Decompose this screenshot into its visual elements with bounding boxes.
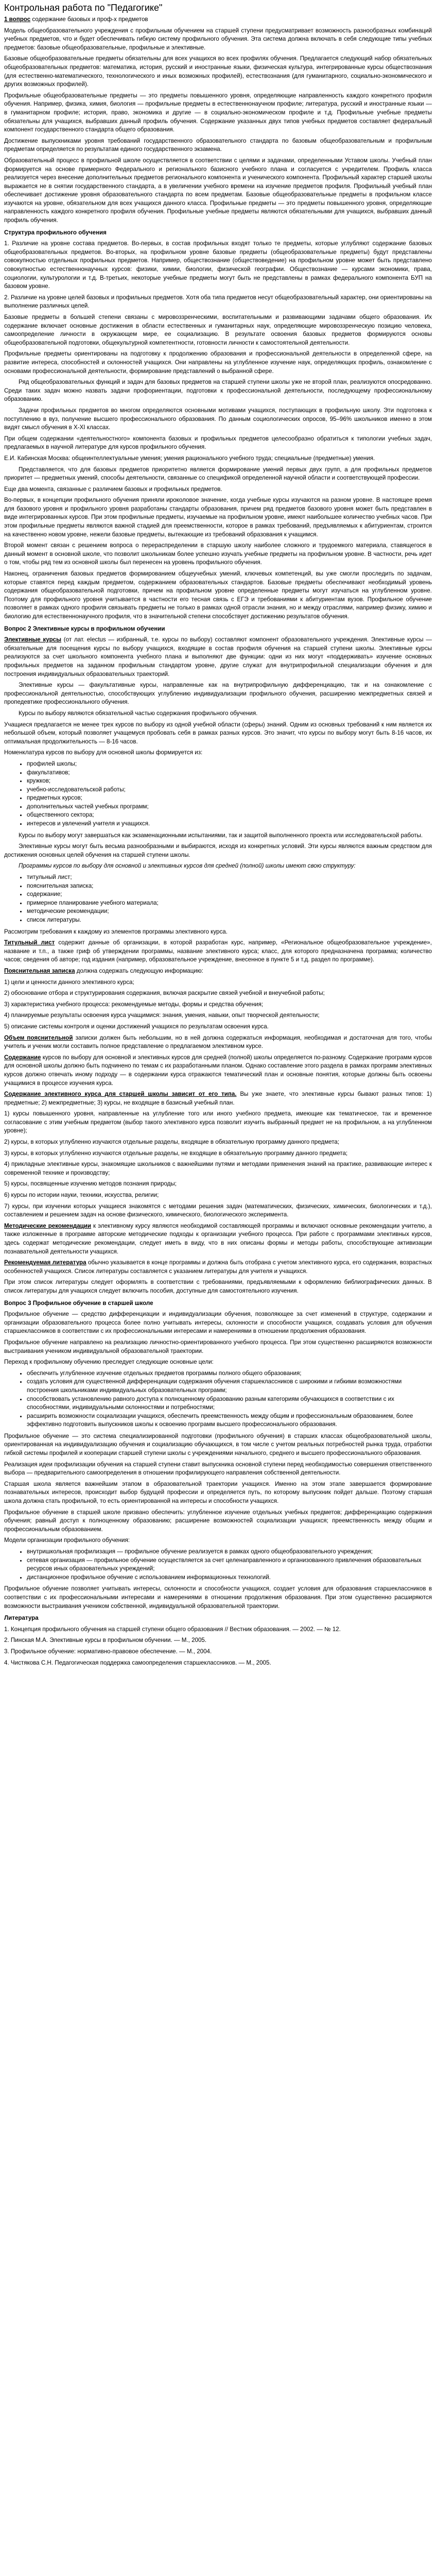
paragraph-text: Профильное обучение позволяет учитывать интересы, склонности и способности учащихся, создает условия для образования старшеклассников в соответствии с их профессиональными интересами и намерениями в отношении продолжения образования. При этом существенно расширяются возможности выстраивания учеником собственной, индивидуальной образовательной траектории. [4, 1585, 432, 1609]
list-item: • предметных курсов; [27, 794, 432, 803]
paragraph [4, 1310, 432, 1336]
paragraph [4, 749, 432, 757]
paragraph [4, 1480, 432, 1506]
paragraph [4, 1090, 432, 1107]
list-item: • интересов и увлечений учителя и учащихся. [27, 820, 432, 828]
paragraph-text: Базовые общеобразовательные предметы обязательны для всех учащихся во всех профилях обучения. Предлагается следующий набор обязательных общеобразовательных предметов: математика, история, русский и иностранные языки, физическая культура, интегрированные курсы обществознания (для естественно-математического, технологического и иных возможных профилей), естествознания (для гуманитарного, социально-экономического и других возможных профилей). [4, 55, 432, 88]
paragraph-text: 4. Чистякова С.Н. Педагогическая поддержка самоопределения старшеклассников. — М., 2005. [4, 1659, 271, 1666]
document-body [4, 15, 432, 1667]
list-item: • методические рекомендации; [27, 907, 432, 916]
paragraph-text: 2) курсы, в которых углубленно изучаются отдельные разделы, входящие в обязательную программу данного предмета; [4, 1139, 340, 1146]
paragraph-text: Модели организации профильного обучения: [4, 1537, 130, 1544]
paragraph [4, 1180, 432, 1189]
paragraph [4, 1023, 432, 1031]
paragraph-text: Элективные курсы могут быть весьма разнообразными и выбираются, исходя из конкретных условий. Эти курсы являются важным средством для достижения основных целей обучения на старшей ступени школы. [4, 843, 432, 858]
list-item: • дистанционное профильное обучение с использованием информационных технологий. [27, 1573, 432, 1582]
paragraph-text: Еще два момента, связанные с различием базовых и профильных предметов. [4, 485, 222, 493]
bullet-list [4, 1369, 432, 1429]
paragraph-text: Профильное обучение направлено на реализацию личностно-ориентированного учебного процесса. При этом существенно расширяются возможности выстраивания учеником индивидуальной образовательной траектории. [4, 1338, 432, 1354]
paragraph [4, 832, 432, 840]
paragraph [4, 1054, 432, 1088]
paragraph-text: При общем содержании «деятельностного» компонента базовых и профильных предметов целесообразно обратиться к типологии учебных задач, предлагаемых в научной литературе для курсов профильного обучения. [4, 435, 432, 451]
paragraph-text: Литература [4, 1615, 39, 1622]
paragraph-text: Модель общеобразовательного учреждения с профильным обучением на старшей ступени предусматривает возможность разнообразных комбинаций учебных предметов, что и будет обеспечивать гибкую систему профильного обучения. Эта система должна включать в себя следующие типы учебных предметов: базовые общеобразовательные, профильные и элективные. [4, 27, 432, 51]
paragraph-text: Е.И. Кабинская Москва: общеинтеллектуальные умения; умения рационального учебного труда; специальные (предметные) умения. [4, 454, 375, 462]
paragraph [4, 1001, 432, 1009]
paragraph [4, 1149, 432, 1158]
paragraph-text: должна содержать следующую информацию: [75, 967, 203, 974]
bullet-list [4, 873, 432, 925]
bullet-list [4, 760, 432, 828]
list-item: • кружков; [27, 777, 432, 786]
paragraph [4, 967, 432, 976]
paragraph [4, 137, 432, 154]
paragraph-text: Профильные предметы ориентированы на подготовку к продолжению образования и профессиональной деятельности в определенной сфере, на развитие интереса, способностей и склонностей учащихся. Они направлены на углубленное изучение наук, определяющих профиль, ознакомление с основами профессиональной деятельности, формирование представлений о выбранной сфере. [4, 350, 432, 375]
paragraph [4, 1338, 432, 1355]
paragraph-text: содержание базовых и проф-х предметов [30, 16, 148, 23]
paragraph-text: Профильное обучение в старшей школе призвано обеспечить: углубленное изучение отдельных учебных предметов; дифференциацию содержания обучения; равный доступ к полноценному образованию; расширение возможностей социализации учащихся; преемственность между общим и профессиональным образованием. [4, 1509, 432, 1533]
paragraph-lead: Пояснительная записка [4, 967, 75, 974]
paragraph-text: Курсы по выбору являются обязательной частью содержания профильного обучения. [19, 709, 258, 717]
paragraph-lead: Титульный лист [4, 939, 55, 946]
paragraph [4, 1358, 432, 1367]
paragraph-text: Учащиеся предлагается не менее трех курсов по выбору из одной учебной области (сферы) знаний. Одним из основных требований к ним является их небольшой объем, который позволяет учащемуся пробовать себя в рамках разных курсов. Это значит, что курсы по выбору могут быть 8-16 часов, их оптимальная продолжительность — 8-16 часов. [4, 721, 432, 745]
paragraph [4, 1509, 432, 1534]
paragraph-text: Элективные курсы — факультативные курсы, направленные как на внутрипрофильную дифференциацию, так и на ознакомление с профессиональной деятельностью, способствующих углублению индивидуализации профильного обучения, расширению межпредметных связей и пропедевтике профессионального обучения. [4, 682, 432, 706]
paragraph [4, 1585, 432, 1611]
paragraph [4, 1659, 432, 1668]
list-item: • обеспечить углубленное изучение отдельных предметов программы полного общего образования; [27, 1369, 432, 1378]
paragraph [4, 978, 432, 987]
paragraph-text: Профильное обучение — средство дифференциации и индивидуализации обучения, позволяющее за счет изменений в структуре, содержании и организации образовательного процесса более полно учитывать интересы, склонности и способности учащихся, создавать условия для обучения старшеклассников в соответствии с их профессиональными интересами и намерениями в отношении продолжения образования. [4, 1311, 432, 1335]
section-heading [4, 625, 432, 634]
paragraph-text: (от лат. electus — избранный, т.е. курсы по выбору) составляют компонент образовательного учреждения. Элективные курсы — обязательные для посещения курсы по выбору учащихся, входящие в состав профиля обучения на старшей ступени школы. Элективные курсы реализуются за счет школьного компонента учебного плана и выполняют две функции: одни из них могут «поддерживать» изучение основных профильных предметов на заданном профильным стандартом уровне, другие служат для внутрипрофильной специализации обучения и для построения индивидуальных образовательных траекторий. [4, 636, 432, 677]
paragraph [4, 1160, 432, 1177]
paragraph [4, 1648, 432, 1656]
paragraph-text: Вопрос 3 Профильное обучение в старшей школе [4, 1299, 153, 1307]
list-item: • титульный лист; [27, 873, 432, 882]
paragraph [4, 240, 432, 291]
list-item: • учебно-исследовательской работы; [27, 786, 432, 794]
paragraph-text: курсов по выбору для основной и элективных курсов для средней (полной) школы определяется по-разному. Содержание программ курсов для основной школы должно быть подчинено по темам с их разработанными планом. Однако составление этого раздела в рамках программ элективных курсов должно отвечать иному подходу — в содержании курса отражаются тематический план и основные понятия, которые должны быть освоены учащимися в процессе изучения курса. [4, 1054, 432, 1087]
list-item: • расширить возможности социализации учащихся, обеспечить преемственность между общим и профессиональным образованием, более эффективно подготовить выпускников школы к освоению программ высшего профессионального образования. [27, 1412, 432, 1429]
paragraph-text: 2. Различие на уровне целей базовых и профильных предметов. Хотя оба типа предметов несут общеобразовательный характер, они ориентированы на выполнение различных целей. [4, 294, 432, 310]
paragraph [4, 454, 432, 463]
paragraph-text: Во-первых, в концепции профильного обучения приняли ироколовое значение, когда учебные курсы изучаются на разном уровне. В настоящее время для базового уровня и профильного уровня разработаны стандарты образования, причем ряд предметов базового уровня может быть представлен в виде интегрированных курсов. При этом профильные предметы, изучаемые на профильном уровне, имеют наибольшее количество учебных часов. При этом профильные предметы являются важной стадией для преемственности, которое в рамках требований, предъявляемых к абитуриентам, строится на качественно новом уровне, нежели базовые предметы, вытекающие из требований образования к учащимся. [4, 497, 432, 538]
list-item: • профилей школы; [27, 760, 432, 769]
paragraph-text: 3. Профильное обучение: нормативно-правовое обеспечение. — М., 2004. [4, 1648, 212, 1655]
paragraph-text: Профильные общеобразовательные предметы — это предметы повышенного уровня, определяющие направленность каждого конкретного профиля обучения. Например, физика, химия, биология — профильные предметы в естественнонаучном профиле; литература, русский и иностранные языки — в гуманитарном профиле; история, право, экономика и другие — в социально-экономическом профиле и т.д. Профильные учебные предметы обязательны для учащихся, выбравших данный профиль обучения. Содержание указанных двух типов учебных предметов составляет федеральный компонент государственного стандарта общего образования. [4, 92, 432, 133]
paragraph-lead: Содержание [4, 1054, 41, 1061]
paragraph-text: Профильное обучение — это система специализированной подготовки (профильного обучения) в старших классах общеобразовательной школы, ориентированная на индивидуализацию обучения и социализацию обучающихся, в том числе с учетом реальных потребностей рынка труда, отработки гибкой системы профилей и кооперации старшей ступени школы с учреждениями начального, среднего и высшего профессионального образования. [4, 1432, 432, 1457]
paragraph [4, 1625, 432, 1634]
paragraph-text: Представляется, что для базовых предметов приоритетно является формирование умений первых двух групп, а для профильных предметов приоритет — предметных умений, способы деятельности, связанные со спецификой определенной научной области и соответствующей профессии. [4, 466, 432, 482]
paragraph-lead: Содержание элективного курса для старшей школы зависит от его типа. [4, 1091, 237, 1098]
paragraph [4, 294, 432, 311]
paragraph [4, 541, 432, 567]
paragraph [4, 1432, 432, 1458]
paragraph [4, 92, 432, 134]
list-item: • факультативов; [27, 769, 432, 777]
paragraph-text: 3) характеристика учебного процесса: рекомендуемые методы, формы и средства обучения; [4, 1001, 264, 1008]
list-item: • внутришкольная профилизация — профильное обучение реализуется в рамках одного общеобразовательного учреждения; [27, 1548, 432, 1556]
paragraph-text: Переход к профильному обучению преследует следующие основные цели: [4, 1359, 214, 1366]
paragraph-text: 1) курсы повышенного уровня, направленные на углубление того или иного учебного предмета, имеющие как тематическое, так и временное согласование с этим учебным предметом (выбор такого элективного курса позволит изучить выбранный предмет не на профильном, а на углубленном уровне); [4, 1110, 432, 1134]
list-item: • список литературы. [27, 916, 432, 925]
paragraph-text: При этом список литературы следует оформлять в соответствии с требованиями, предъявляемыми к оформлению библиографических данных. В список литературы для учащихся следует включить пособия, доступные для самостоятельного изучения. [4, 1279, 432, 1294]
paragraph [4, 709, 432, 718]
paragraph-text: 4) планируемые результаты освоения курса учащимися: знания, умения, навыки, опыт творческой деятельности; [4, 1012, 320, 1019]
paragraph-text: Образовательный процесс в профильной школе осуществляется в соответствии с целями и задачами, определенными Уставом школы. Учебный план формируется на основе примерного Федерального и регионального базисного учебного плана и согласуется с учредителем. Профиль класса реализуется через внесение дополнительных предметов регионального компонента и ученического компонента. Профильный характер старшей школы выражается не в снятии государственного стандарта, а в увеличении учебного времени на изучение предметов профиля. Профильный учебный план обеспечивает достижение уровня образовательного стандарта по всем предметам. Базовые общеобразовательные предметы в профильном классе изучаются на уровне, обязательном для всех учащихся данного класса. Профильные предметы — это предметы повышенного уровня, определяющие направленность каждого конкретного профиля обучения. Профильные учебные предметы являются обязательными для учащихся, выбравших данный профиль обучения. [4, 157, 432, 224]
paragraph-text: Достижение выпускниками уровня требований государственного образовательного стандарта по базовым общеобразовательным и профильным предметам определяется по результатам единого государственного экзамена. [4, 137, 432, 153]
list-item: • содержание; [27, 890, 432, 899]
paragraph-text: 2. Пинская М.А. Элективные курсы в профильном обучении. — М., 2005. [4, 1637, 207, 1644]
paragraph [4, 1034, 432, 1051]
list-item: • общественного сектора; [27, 811, 432, 820]
paragraph [4, 435, 432, 452]
paragraph-text: к элективному курсу являются необходимой составляющей программы и включают основные рекомендации учителю, а также изложенные в программе авторские методические подходы к организации учебного процесса. При работе с программами элективных курсов, здесь содержат методические рекомендации, следует иметь в виду, что в них описаны формы и методы работы, способствующие активизации познавательной деятельности учащихся. [4, 1222, 432, 1255]
paragraph [4, 1011, 432, 1020]
paragraph [4, 485, 432, 494]
paragraph-text: Базовые предметы в большей степени связаны с мировоззренческими, воспитательными и развивающими задачами общего образования. Их содержание включает основные достижения в области естественных и гуманитарных наук, определяющие мировоззренческую позицию человека, самоопределение личности в окружающем мире, ее социализацию. В результате освоения базовых предметов формируются основы общеобразовательной подготовки, общекультурной компетентности, готовности личности к самостоятельной деятельности. [4, 314, 432, 346]
paragraph [4, 378, 432, 404]
paragraph-text: содержит данные об организации, в которой разработан курс, например, «Региональное общеобразовательное учреждение», название и т.п., а также гриф об утверждении программы, название элективного курса; класс, для которого предназначена программа; количество часов; сведения об авторе; год издания (например, образовательное учреждение, внесенное в пункте 5 и т.д. раздел по программе). [4, 939, 432, 963]
paragraph-lead: Элективные курсы [4, 636, 62, 643]
paragraph-text: 5) описание системы контроля и оценки достижений учащихся по результатам освоения курса. [4, 1023, 269, 1030]
paragraph [4, 1138, 432, 1147]
paragraph [4, 55, 432, 89]
paragraph [4, 721, 432, 747]
paragraph-text: 2) обоснование отбора и структурирования содержания, включая раскрытие связей учебной и внеучебной работы; [4, 990, 325, 997]
paragraph [4, 842, 432, 859]
paragraph-text: 4) прикладные элективные курсы, знакомящие школьников с важнейшими путями и методами применения знаний на практике, развивающие интерес к современной технике и производству; [4, 1161, 432, 1176]
paragraph [4, 15, 432, 24]
paragraph [4, 570, 432, 621]
paragraph [4, 157, 432, 225]
paragraph-text: обычно указывается в конце программы и должна быть отобрана с учетом элективного курса, его содержания, возрастных особенностей учащихся. Список литературы составляется с указанием литературы для учителя и учащихся. [4, 1259, 432, 1275]
paragraph-text: Вы уже знаете, что элективные курсы бывают разных типов: 1) предметные; 2) межпредметные; 3) курсы, не входящие в базисный учебный план. [4, 1091, 432, 1106]
paragraph-text: Наконец, ограничения базовых предметов формированием общеучебных умений, ключевых компетенций, вы уже смогли проследить по задачам, которые ставятся перед каждым предметом, содержанием образовательных стандартов. Базовые предметы обеспечивают необходимый уровень содержания общеобразовательной подготовки, причем на профильном уровне определенные предметы могут изучаться на углубленном уровне. Поэтому для профильного уровня учитывается в частности его тесная связь с ЕГЭ и требованиями к абитуриентам вузов. Профильное обучение позволяет в рамках одного профиля связывать предметы не только в рамках одной отрасли знания, но и между отраслями, например физику, химию и биологию для естественнонаучного профиля, что в значительной степени способствует достижению результатов обучения. [4, 570, 432, 620]
paragraph-text: Реализация идеи профилизации обучения на старшей ступени ставит выпускника основной ступени перед необходимостью совершения ответственного выбора — предварительного самоопределения в отношении профилирующего направления собственной деятельности. [4, 1461, 432, 1477]
paragraph-text: записки должен быть небольшим, но в ней должна содержаться информация, необходимая и достаточная для того, чтобы учитель и ученик могли составить полное представление о предлагаемом элективном курсе. [4, 1034, 432, 1050]
paragraph-text: Задачи профильных предметов во многом определяются основными мотивами учащихся, поступающих в профильную школу. Эти подготовка к поступлению в вуз, получение высшего профессионального образования. По данным социологических опросов, 95–96% школьников именно в этом видят смысл обучения в X-XI классах. [4, 406, 432, 431]
paragraph-text: 1. Различие на уровне состава предметов. Во-первых, в состав профильных входят только те предметы, которые углубляют содержание базовых общеобразовательных предметов. Во-вторых, на профильном уровне базовые предметы (общеобразовательные предметы) будут представлены совокупностью отдельных профильных предметов. Например, обществознание (обществоведение) на профильном уровне может быть представлено совокупностью естественнонаучных курсов: физики, химии, биологии, физической географии. Обществознание — курсами экономики, права, социологии, культурологии и т.д. В-третьих, некоторые учебные предметы могут быть не представлены в рамках федерального компонента БУП на базовом уровне. [4, 240, 432, 290]
paragraph [4, 1636, 432, 1645]
list-item: • примерное планирование учебного материала; [27, 899, 432, 908]
paragraph [4, 27, 432, 53]
paragraph [4, 496, 432, 539]
paragraph [4, 928, 432, 937]
paragraph-lead: 1 вопрос [4, 16, 31, 23]
paragraph [4, 681, 432, 707]
paragraph [4, 862, 432, 871]
section-heading [4, 1614, 432, 1623]
paragraph-text: Второй момент связан с решением вопроса о перераспределении в старшую школу наиболее сложного и трудоемкого материала, ставящегося в данный момент в основной школе, что позволит школьникам более успешно изучать учебные предметы на профильном уровне. В частности, речь идет о том, чтобы ряд тем из основной школы был перенесен на уровень профильного обучения. [4, 542, 432, 566]
paragraph-text: Старшая школа является важнейшим этапом в образовательной траектории учащихся. Именно на этом этапе завершается формирование познавательных интересов, происходит выбор будущей профессии и определяется путь, по которому выпускник пойдет дальше. Поэтому старшая школа должна стать профильной, то есть ориентированной на интересы и способности учащихся. [4, 1480, 432, 1505]
list-item: • сетевая организация — профильное обучение осуществляется за счет целенаправленного и организованного привлечения образовательных ресурсов иных образовательных учреждений; [27, 1556, 432, 1573]
paragraph [4, 1259, 432, 1276]
list-item: • дополнительных частей учебных программ; [27, 803, 432, 811]
paragraph-lead: Методические рекомендации [4, 1222, 92, 1229]
paragraph [4, 466, 432, 483]
paragraph-text: 1. Концепция профильного обучения на старшей ступени общего образования // Вестник образования. — 2002. — № 12. [4, 1625, 341, 1633]
paragraph-lead: Рекомендуемая литература [4, 1259, 86, 1266]
paragraph [4, 636, 432, 679]
paragraph [4, 1222, 432, 1256]
paragraph [4, 1278, 432, 1295]
paragraph-text: Номенклатура курсов по выбору для основной школы формируется из: [4, 749, 203, 756]
paragraph [4, 1202, 432, 1219]
paragraph-text: 7) курсы, при изучении которых учащиеся знакомятся с методами решения задач (математических, физических, химических, биологических и т.д.), составлением и решением задач на основе физического, химического, биологического эксперимента. [4, 1202, 432, 1218]
paragraph [4, 989, 432, 998]
paragraph-text: Ряд общеобразовательных функций и задач для базовых предметов на старшей ступени школы уже не второй план, реализуются опосредованно. Среди таких задач можно назвать задачи профориентации, подготовки к профессиональной деятельности, последующему профессиональному образованию. [4, 379, 432, 403]
paragraph [4, 1536, 432, 1545]
paragraph-text: 3) курсы, в которых углубленно изучаются отдельные разделы, не входящие в обязательную программу данного предмета; [4, 1149, 348, 1157]
paragraph-text: Структура профильного обучения [4, 229, 107, 236]
paragraph-text: 5) курсы, посвященные изучению методов познания природы; [4, 1180, 177, 1188]
paragraph-text: Рассмотрим требования к каждому из элементов программы элективного курса. [4, 928, 228, 935]
section-heading [4, 229, 432, 238]
paragraph-text: Вопрос 2 Элективные курсы в профильном обучении [4, 625, 165, 632]
paragraph [4, 1191, 432, 1200]
list-item: • способствовать установлению равного доступа к полноценному образованию разным категориям обучающихся в соответствии с их способностями, индивидуальными склонностями и потребностями; [27, 1395, 432, 1412]
paragraph-text: 1) цели и ценности данного элективного курса; [4, 978, 134, 986]
paragraph [4, 939, 432, 964]
section-heading [4, 1299, 432, 1308]
paragraph-lead: Объем пояснительной [4, 1034, 73, 1041]
bullet-list [4, 1548, 432, 1582]
list-item: • создать условия для существенной дифференциации содержания обучения старшеклассников с широкими и гибкими возможностями построения школьниками индивидуальных образовательных программ; [27, 1378, 432, 1395]
paragraph-text: Программы курсов по выбору для основной и элективных курсов для средней (полной) школы имеют свою структуру: [19, 862, 356, 870]
page-title: Контрольная работа по "Педагогике" [4, 3, 163, 13]
paragraph [4, 313, 432, 347]
paragraph [4, 1461, 432, 1478]
paragraph [4, 406, 432, 432]
list-item: • пояснительная записка; [27, 882, 432, 891]
paragraph [4, 350, 432, 376]
paragraph [4, 1110, 432, 1136]
paragraph-text: Курсы по выбору могут завершаться как экзаменационными испытаниями, так и защитой выполненного проекта или исследовательской работы. [19, 832, 423, 839]
paragraph-text: 6) курсы по истории науки, техники, искусства, религии; [4, 1192, 159, 1199]
